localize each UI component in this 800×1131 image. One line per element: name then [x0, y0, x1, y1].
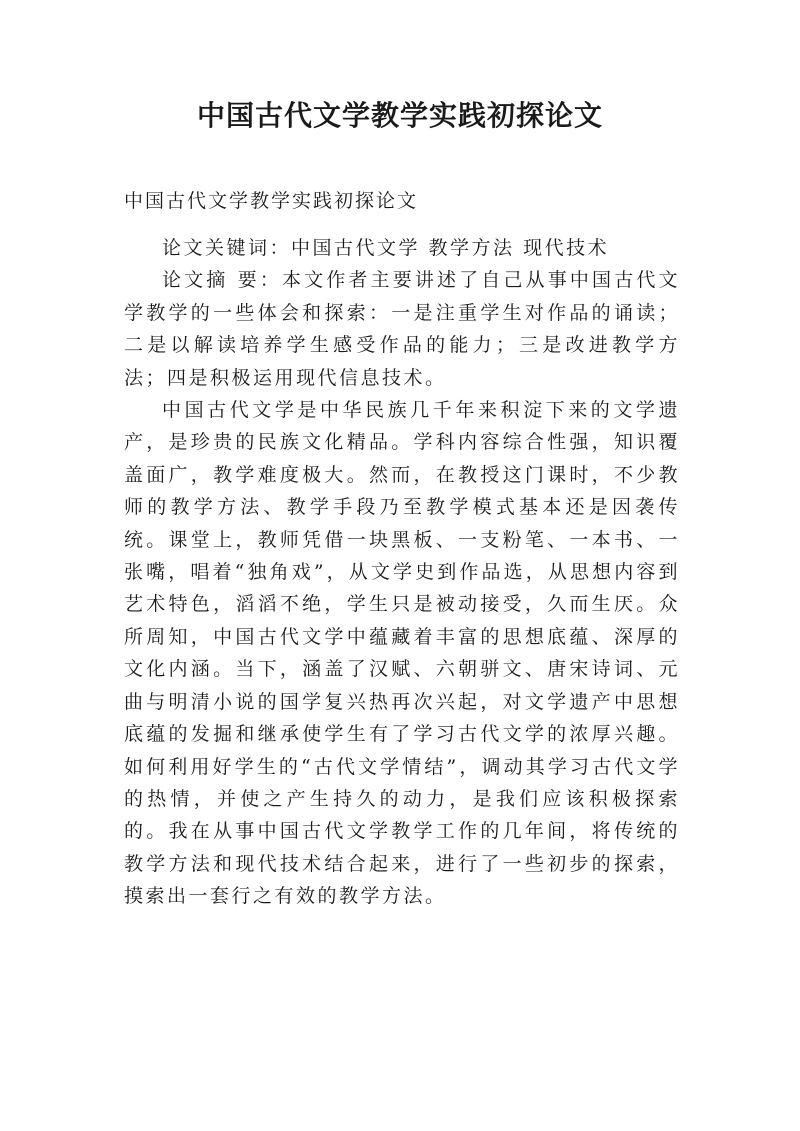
abstract-paragraph: 论文摘 要：本文作者主要讲述了自己从事中国古代文学教学的一些体会和探索：一是注重学生对作品的诵读；二是以解读培养学生感受作品的能力；三是改进教学方法；四是积极运用现代信息技术。 — [124, 269, 680, 389]
page-title: 中国古代文学教学实践初探论文 — [196, 99, 603, 132]
document-body — [124, 232, 680, 913]
keywords-line: 论文关键词：中国古代文学 教学方法 现代技术 — [162, 237, 610, 259]
document-subtitle: 中国古代文学教学实践初探论文 — [124, 190, 419, 212]
body-paragraph: 中国古代文学是中华民族几千年来积淀下来的文学遗产，是珍贵的民族文化精品。学科内容综合性强，知识覆盖面广，教学难度极大。然而，在教授这门课时，不少教师的教学方法、教学手段乃至教学模式基本还是因袭传统。课堂上，教师凭借一块黑板、一支粉笔、一本书、一张嘴，唱着“独角戏”，从文学史到作品选，从思想内容到艺术特色，滔滔不绝，学生只是被动接受，久而生厌。众所周知，中国古代文学中蕴藏着丰富的思想底蕴、深厚的文化内涵。当下，涵盖了汉赋、六朝骈文、唐宋诗词、元曲与明清小说的国学复兴热再次兴起，对文学遗产中思想底蕴的发掘和继承使学生有了学习古代文学的浓厚兴趣。如何利用好学生的“古代文学情结”，调动其学习古代文学的热情，并使之产生持久的动力，是我们应该积极探索的。我在从事中国古代文学教学工作的几年间，将传统的教学方法和现代技术结合起来，进行了一些初步的探索，摸索出一套行之有效的教学方法。 — [124, 399, 680, 908]
